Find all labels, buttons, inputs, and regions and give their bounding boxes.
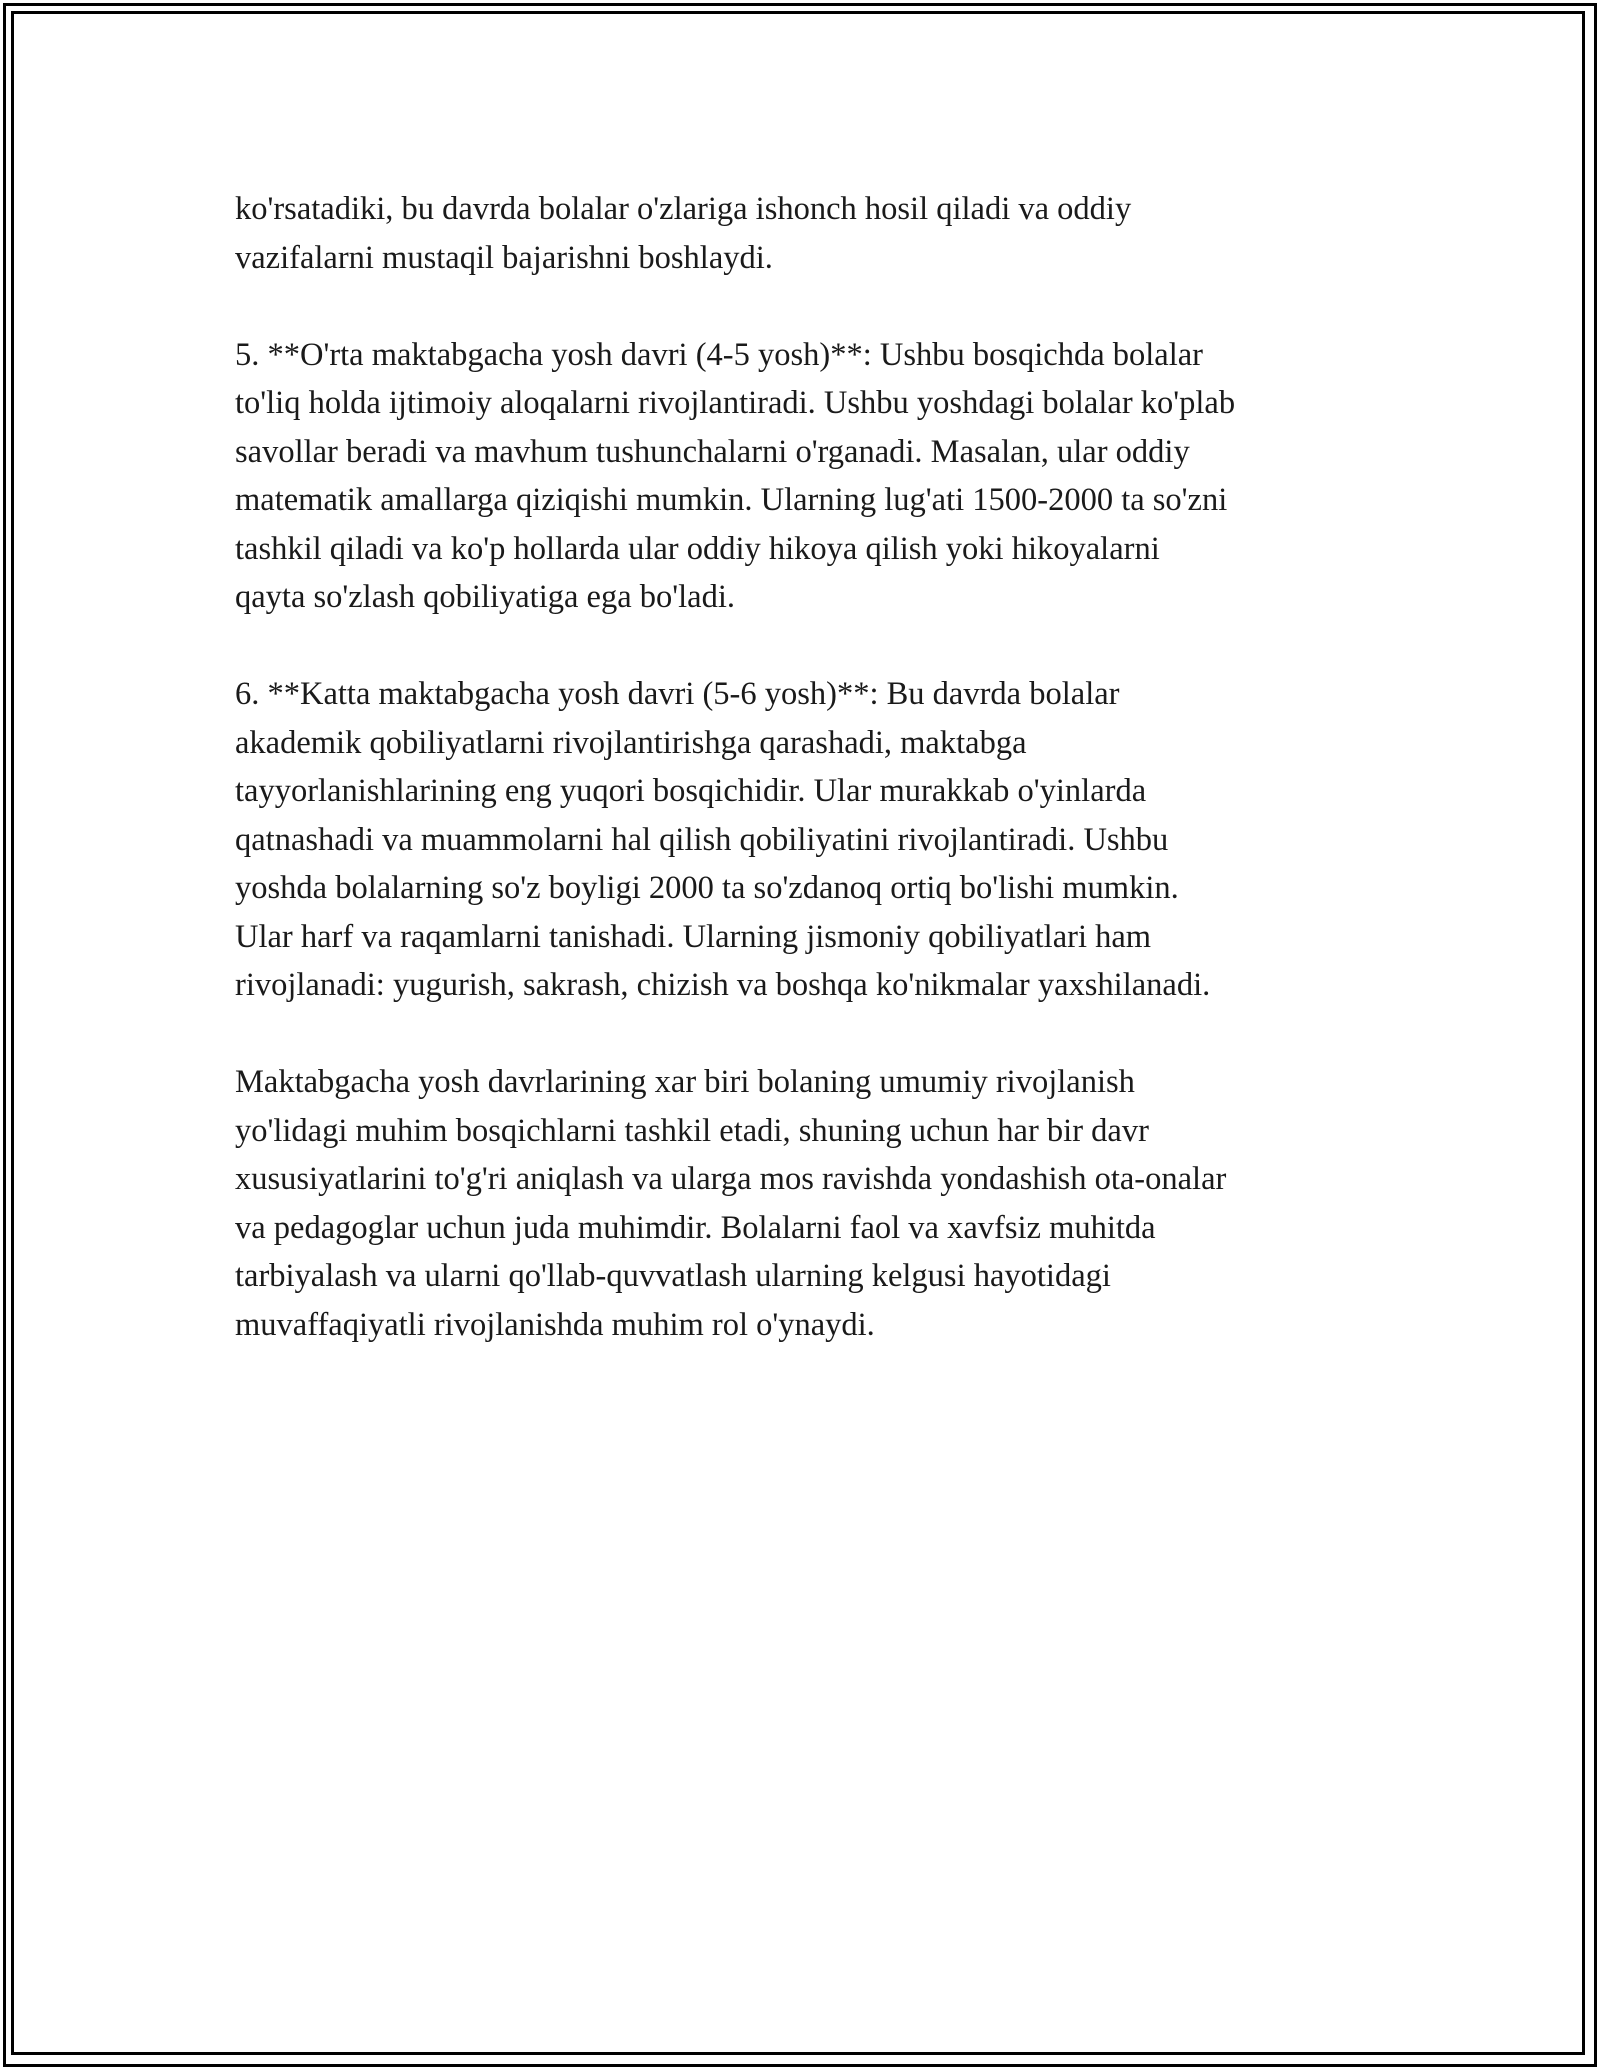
- document-body: [235, 185, 1375, 1398]
- paragraph-conclusion: Maktabgacha yosh davrlarining xar biri bolaning umumiy rivojlanish yo'lidagi muhim bosqichlarni tashkil etadi, shuning uchun har bir davr xususiyatlarini to'g'ri aniqlash va ularga mos ravishda yondashish ota-onalar va pedagoglar uchun juda muhimdir. Bolalarni faol va xavfsiz muhitda tarbiyalash va ularni qo'llab-quvvatlash ularning kelgusi hayotidagi muvaffaqiyatli rivojlanishda muhim rol o'ynaydi.: [235, 1064, 1227, 1343]
- paragraph-item-5: 5. **O'rta maktabgacha yosh davri (4-5 yosh)**: Ushbu bosqichda bolalar to'liq holda ijtimoiy aloqalarni rivojlantiradi. Ushbu yoshdagi bolalar ko'plab savollar beradi va mavhum tushunchalarni o'rganadi. Masalan, ular oddiy matematik amallarga qiziqishi mumkin. Ularning lug'ati 1500-2000 ta so'zni tashkil qiladi va ko'p hollarda ular oddiy hikoya qilish yoki hikoyalarni qayta so'zlash qobiliyatiga ega bo'ladi.: [235, 336, 1236, 615]
- paragraph-item-6: 6. **Katta maktabgacha yosh davri (5-6 yosh)**: Bu davrda bolalar akademik qobiliyatlarni rivojlantirishga qarashadi, maktabga tayyorlanishlarining eng yuqori bosqichidir. Ular murakkab o'yinlarda qatnashadi va muammolarni hal qilish qobiliyatini rivojlantiradi. Ushbu yoshda bolalarning so'z boyligi 2000 ta so'zdanoq ortiq bo'lishi mumkin. Ular harf va raqamlarni tanishadi. Ularning jismoniy qobiliyatlari ham rivojlanadi: yugurish, sakrash, chizish va boshqa ko'nikmalar yaxshilanadi.: [235, 676, 1211, 1003]
- paragraph-continuation: ko'rsatadiki, bu davrda bolalar o'zlariga ishonch hosil qiladi va oddiy vazifalarni mustaqil bajarishni boshlaydi.: [235, 191, 1132, 276]
